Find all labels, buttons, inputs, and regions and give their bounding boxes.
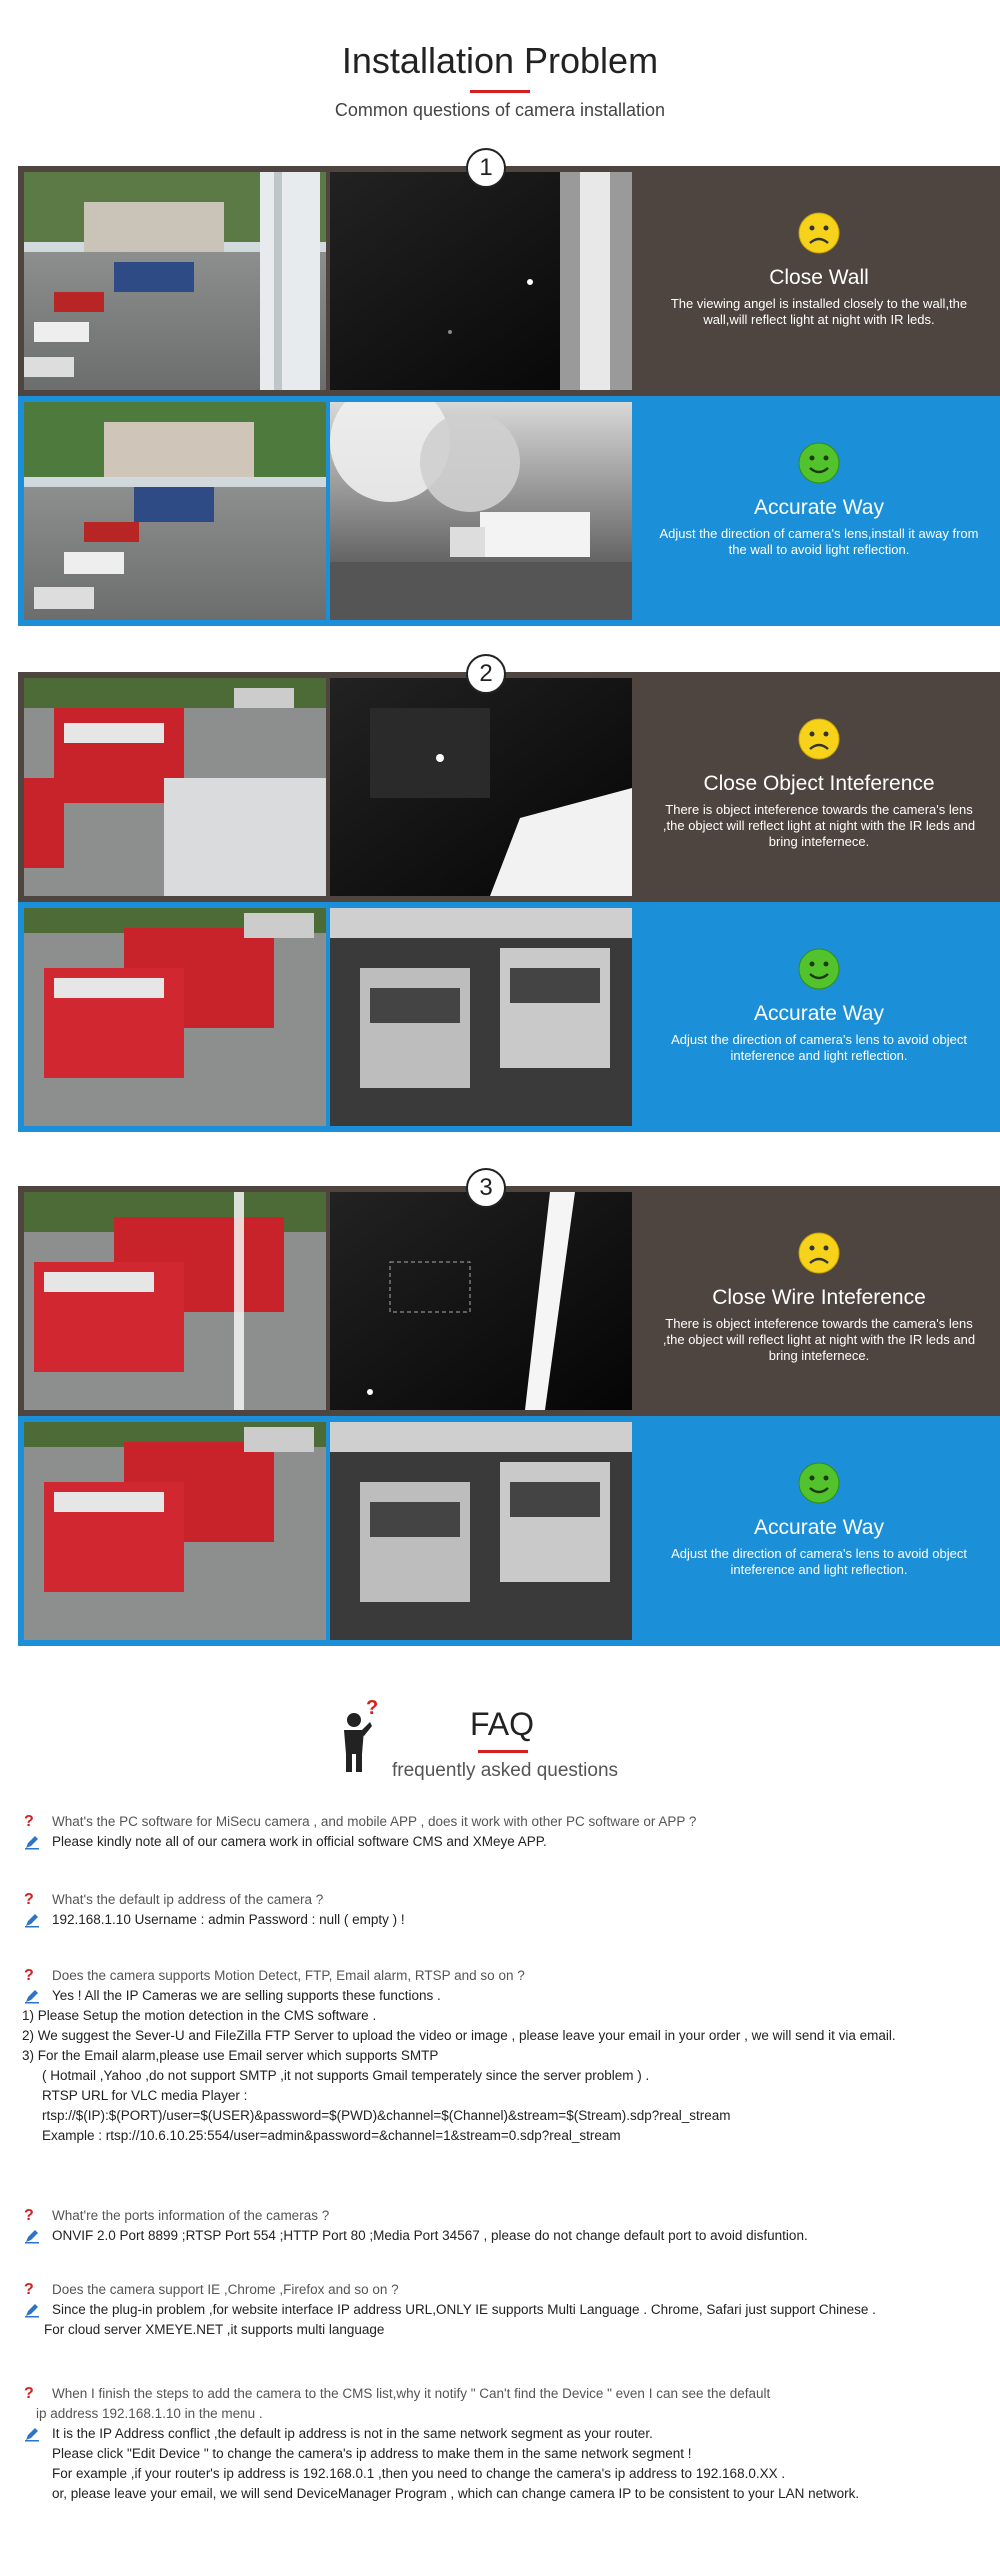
step-number-2: 2 [466,654,506,694]
day-photo [24,908,326,1126]
pencil-icon [24,1912,40,1928]
question-mark-icon: ? [24,1891,34,1908]
pencil-icon [24,2302,40,2318]
problem-panel [18,1186,1000,1416]
faq-question: ? What's the PC software for MiSecu camera , and mobile APP , does it work with other PC software or APP ? [24,1813,697,1830]
problem-info [638,166,1000,396]
problem-desc: There is object inteference towards the camera's lens ,the object will reflect light at night with the IR leds and bring intefernece. [662,1316,976,1363]
answer-line: 3) For the Email alarm,please use Email server which supports SMTP [22,2048,439,2063]
answer-line: ( Hotmail ,Yahoo ,do not support SMTP ,it not supports Gmail temperately since the server problem ) . [42,2068,650,2083]
problem-title: Close Object Inteference [703,772,935,795]
faq-question: ? What're the ports information of the cameras ? [24,2207,330,2224]
question-mark-icon: ? [24,2385,34,2402]
faq-question: ? What's the default ip address of the camera ? [24,1891,324,1908]
solution-desc: Adjust the direction of camera's lens to avoid object inteference and light reflection. [671,1546,967,1577]
solution-title: Accurate Way [754,496,884,519]
answer-line: Example : rtsp://10.6.10.25:554/user=admin&password=&channel=1&stream=0.sdp?real_stream [42,2128,621,2143]
day-photo [24,172,326,390]
title-underline [470,90,530,93]
faq-subtitle: frequently asked questions [392,1760,619,1781]
faq-answer: Yes ! All the IP Cameras we are selling supports these functions . [22,1986,982,2006]
faq-item-4 [22,2206,982,2246]
solution-info [638,1416,1000,1646]
night-photo [330,1192,632,1410]
answer-line: For example ,if your router's ip address is 192.168.0.1 ,then you need to change the camera's ip address to 192.168.0.XX . [52,2466,786,2481]
answer-line: For cloud server XMEYE.NET ,it supports multi language [44,2322,385,2337]
smile-face-icon [798,1462,840,1504]
faq-item-1 [22,1812,982,1852]
problem-info [638,672,1000,902]
question-mark-icon: ? [24,2207,34,2224]
answer-line: 2) We suggest the Sever-U and FileZilla FTP Server to upload the video or image , please leave your email in your order , we will send it via email. [22,2028,896,2043]
solution-panel [18,1416,1000,1646]
answer-line: RTSP URL for VLC media Player : [42,2088,248,2103]
faq-header [0,1686,1000,1796]
sad-face-icon [798,1232,840,1274]
smile-face-icon [798,948,840,990]
smile-face-icon [798,442,840,484]
question-mark-icon: ? [24,1967,34,1984]
problem-info [638,1186,1000,1416]
faq-answer: ONVIF 2.0 Port 8899 ;RTSP Port 554 ;HTTP Port 80 ;Media Port 34567 , please do not change default port to avoid disfuntion. [22,2226,982,2246]
faq-underline [478,1750,528,1753]
problem-desc: There is object inteference towards the camera's lens ,the object will reflect light at night with the IR leds and bring intefernece. [662,802,976,849]
problem-panel [18,672,1000,902]
solution-panel [18,902,1000,1132]
faq-question-cont: ip address 192.168.1.10 in the menu . [36,2406,263,2421]
day-photo [24,1422,326,1640]
svg-text:?: ? [366,1697,379,1719]
step-number-1: 1 [466,148,506,188]
night-photo [330,1422,632,1640]
faq-question: ? Does the camera supports Motion Detect, FTP, Email alarm, RTSP and so on ? [24,1967,525,1984]
problem-panel [18,166,1000,396]
faq-item-5 [22,2280,982,2340]
sad-face-icon [798,718,840,760]
answer-line: Please click "Edit Device " to change the camera's ip address to make them in the same network segment ! [52,2446,692,2461]
day-photo [24,402,326,620]
page-header [0,0,1000,150]
problem-title: Close Wire Inteference [712,1286,926,1309]
night-photo [330,678,632,896]
solution-desc: Adjust the direction of camera's lens,install it away from the wall to avoid light reflection. [659,526,979,557]
faq-answer: Please kindly note all of our camera work in official software CMS and XMeye APP. [22,1832,982,1852]
sad-face-icon [798,212,840,254]
question-mark-icon: ? [24,2281,34,2298]
problem-desc: The viewing angel is installed closely to the wall,the wall,will reflect light at night with IR leds. [670,296,968,327]
faq-answer: It is the IP Address conflict ,the default ip address is not in the same network segment as your router. [22,2424,982,2444]
page-title: Installation Problem [341,40,659,81]
faq-item-3 [22,1966,982,2146]
faq-answer: Since the plug-in problem ,for website interface IP address URL,ONLY IE supports Multi Language . Chrome, Safari just support Chinese . [22,2300,982,2320]
pencil-icon [24,1988,40,2004]
solution-info [638,396,1000,626]
solution-panel [18,396,1000,626]
answer-line: 1) Please Setup the motion detection in the CMS software . [22,2008,377,2023]
night-photo [330,908,632,1126]
answer-line: or, please leave your email, we will send DeviceManager Program , which can change camera IP to be consistent to your LAN network. [52,2486,860,2501]
day-photo [24,1192,326,1410]
faq-item-2 [22,1890,982,1930]
faq-question: ? Does the camera support IE ,Chrome ,Firefox and so on ? [24,2281,399,2298]
solution-title: Accurate Way [754,1516,884,1539]
problem-title: Close Wall [769,266,869,289]
answer-line: rtsp://$(IP):$(PORT)/user=$(USER)&password=$(PWD)&channel=$(Channel)&stream=$(Stream).sdp?real_stream [42,2108,731,2123]
pencil-icon [24,2426,40,2442]
night-photo [330,402,632,620]
question-mark-icon: ? [24,1813,34,1830]
day-photo [24,678,326,896]
page-subtitle: Common questions of camera installation [334,100,666,120]
solution-title: Accurate Way [754,1002,884,1025]
night-photo [330,172,632,390]
step-number-3: 3 [466,1168,506,1208]
solution-info [638,902,1000,1132]
faq-answer: 192.168.1.10 Username : admin Password : null ( empty ) ! [22,1910,982,1930]
thinking-person-icon [332,1696,388,1774]
faq-question: ? When I finish the steps to add the camera to the CMS list,why it notify " Can't find the Device " even I can see the default [24,2385,771,2402]
pencil-icon [24,1834,40,1850]
faq-title: FAQ [470,1706,535,1742]
solution-desc: Adjust the direction of camera's lens to avoid object inteference and light reflection. [671,1032,967,1063]
pencil-icon [24,2228,40,2244]
faq-item-6 [22,2384,982,2504]
